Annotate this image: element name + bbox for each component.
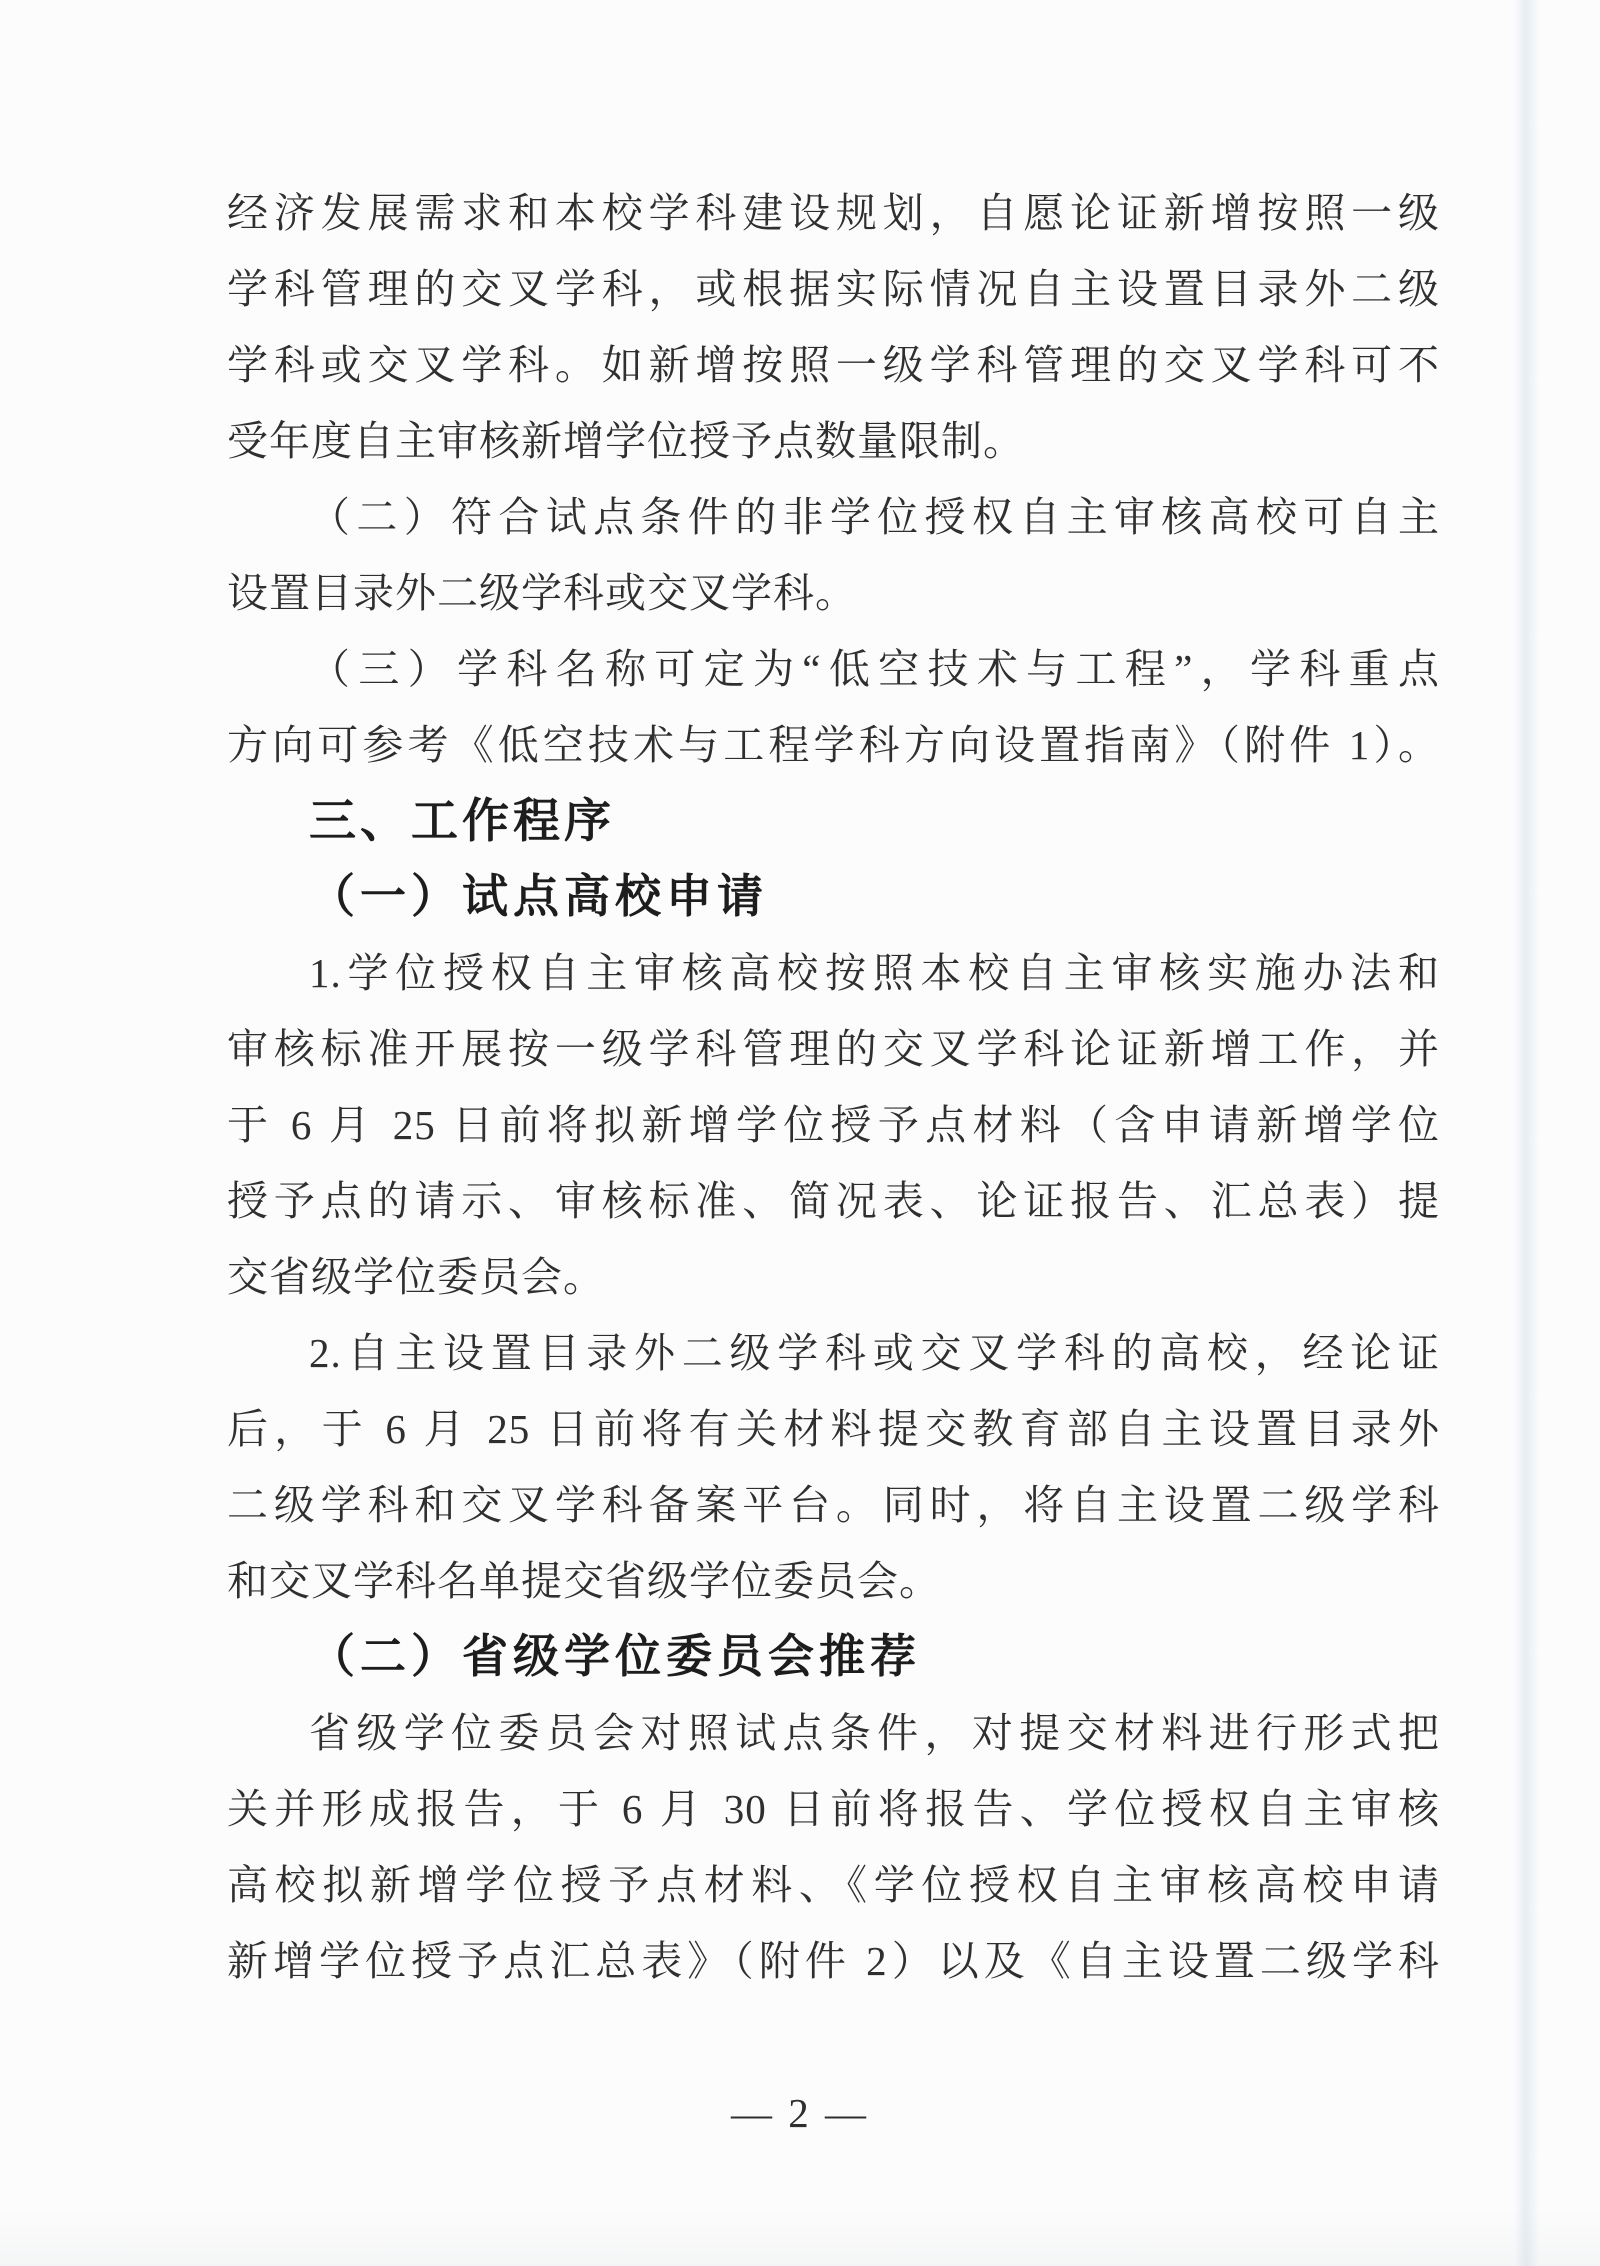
sub-heading: （一）试点高校申请 <box>309 871 768 922</box>
text-line: 审核标准开展按一级学科管理的交叉学科论证新增工作，并 <box>227 1026 1440 1072</box>
text-line: 后，于 6 月 25 日前将有关材料提交教育部自主设置目录外 <box>227 1406 1440 1452</box>
text-line: 授予点的请示、审核标准、简况表、论证报告、汇总表）提 <box>227 1178 1440 1224</box>
text-line: 于 6 月 25 日前将拟新增学位授予点材料（含申请新增学位 <box>227 1102 1440 1148</box>
page-number: — 2 — <box>731 2090 869 2136</box>
text-line: 方向可参考《低空技术与工程学科方向设置指南》（附件 1）。 <box>227 722 1440 768</box>
text-line: 二级学科和交叉学科备案平台。同时，将自主设置二级学科 <box>227 1482 1440 1528</box>
text-line: 学科或交叉学科。如新增按照一级学科管理的交叉学科可不 <box>227 342 1440 388</box>
text-line: 省级学位委员会对照试点条件，对提交材料进行形式把 <box>309 1710 1440 1756</box>
scan-artifact-right-band <box>1514 0 1540 2266</box>
text-line: 关并形成报告，于 6 月 30 日前将报告、学位授权自主审核 <box>227 1786 1440 1832</box>
section-heading: 三、工作程序 <box>309 794 615 847</box>
text-line: 和交叉学科名单提交省级学位委员会。 <box>227 1558 941 1604</box>
text-line: 经济发展需求和本校学科建设规划，自愿论证新增按照一级 <box>227 190 1440 236</box>
text-line: （二）符合试点条件的非学位授权自主审核高校可自主 <box>309 494 1440 540</box>
text-line: （三）学科名称可定为“低空技术与工程”，学科重点 <box>309 646 1440 692</box>
text-line: 交省级学位委员会。 <box>227 1254 605 1300</box>
text-line: 受年度自主审核新增学位授予点数量限制。 <box>227 418 1025 464</box>
text-line: 2.自主设置目录外二级学科或交叉学科的高校，经论证 <box>309 1330 1440 1376</box>
scan-artifact-bottom <box>0 2206 1600 2266</box>
sub-heading: （二）省级学位委员会推荐 <box>309 1631 921 1682</box>
document-body <box>227 175 1440 1999</box>
text-line: 学科管理的交叉学科，或根据实际情况自主设置目录外二级 <box>227 266 1440 312</box>
text-line: 1.学位授权自主审核高校按照本校自主审核实施办法和 <box>309 950 1440 996</box>
text-line: 设置目录外二级学科或交叉学科。 <box>227 570 857 616</box>
text-line: 新增学位授予点汇总表》（附件 2）以及《自主设置二级学科 <box>227 1938 1440 1984</box>
text-line: 高校拟新增学位授予点材料、《学位授权自主审核高校申请 <box>227 1862 1440 1908</box>
